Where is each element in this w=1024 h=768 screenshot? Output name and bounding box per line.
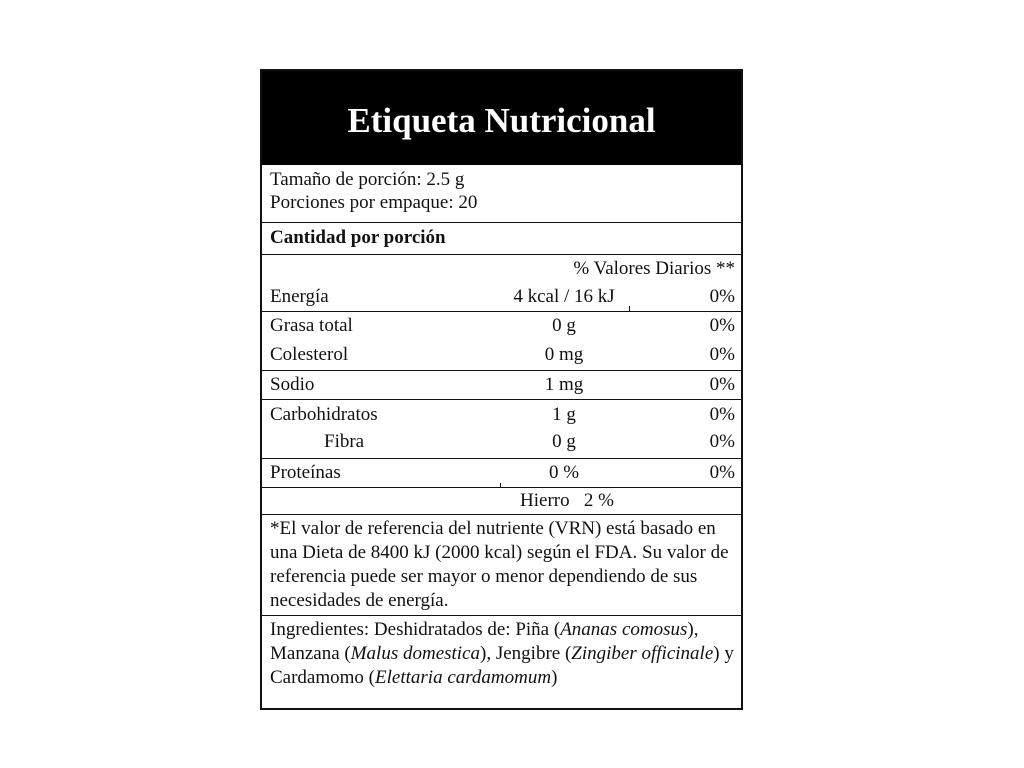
label-header bbox=[262, 71, 741, 165]
divider bbox=[262, 370, 741, 371]
footnote: *El valor de referencia del nutriente (VRN) está basado en una Dieta de 8400 kJ (2000 kcal) según el FDA. Su valor de referencia puede ser mayor o menor dependiendo de sus necesidades de energía. bbox=[270, 518, 729, 611]
nutrient-amount-fat: 0 g bbox=[552, 315, 576, 336]
serving-size: Tamaño de porción: 2.5 g bbox=[270, 169, 465, 190]
scientific-name: Ananas comosus bbox=[560, 619, 688, 640]
nutrient-name-cholesterol: Colesterol bbox=[270, 344, 349, 365]
divider bbox=[262, 514, 741, 515]
divider bbox=[262, 311, 741, 312]
scientific-name: Zingiber officinale bbox=[571, 643, 714, 664]
nutrient-amount-protein: 0 % bbox=[548, 462, 580, 483]
amount-per-serving-header: Cantidad por porción bbox=[270, 227, 446, 248]
iron-value: Hierro 2 % bbox=[520, 490, 614, 511]
tick-mark bbox=[629, 306, 630, 311]
nutrient-percent-protein: 0% bbox=[709, 462, 735, 483]
divider bbox=[262, 222, 741, 223]
nutrient-name-protein: Proteínas bbox=[270, 462, 341, 483]
nutrient-percent-fat: 0% bbox=[709, 315, 735, 336]
nutrient-percent-cholesterol: 0% bbox=[709, 344, 735, 365]
divider bbox=[262, 399, 741, 400]
label-title: Etiqueta Nutricional bbox=[347, 101, 656, 140]
divider bbox=[262, 458, 741, 459]
nutrient-name-fat: Grasa total bbox=[270, 315, 353, 336]
nutrient-name-sodium: Sodio bbox=[270, 374, 315, 395]
ingredients: Ingredientes: Deshidratados de: Piña (Ananas comosus), Manzana (Malus domestica), Jengibre (Zingiber officinale) y Cardamomo (Elettaria cardamomum) bbox=[270, 619, 734, 688]
nutrient-amount-cholesterol: 0 mg bbox=[544, 344, 584, 365]
tick-mark bbox=[500, 483, 501, 488]
daily-values-header: % Valores Diarios ** bbox=[573, 258, 735, 279]
divider bbox=[262, 487, 741, 488]
nutrient-percent-fiber: 0% bbox=[709, 431, 735, 452]
nutrient-amount-energy: 4 kcal / 16 kJ bbox=[513, 286, 615, 307]
nutrition-label bbox=[260, 69, 743, 710]
scientific-name: Malus domestica bbox=[350, 643, 481, 664]
servings-per-package: Porciones por empaque: 20 bbox=[270, 192, 478, 213]
nutrient-name-carbohydrates: Carbohidratos bbox=[270, 404, 378, 425]
divider bbox=[262, 254, 741, 255]
divider bbox=[262, 615, 741, 616]
nutrient-amount-carbohydrates: 1 g bbox=[552, 404, 576, 425]
nutrient-name-energy: Energía bbox=[270, 286, 329, 307]
nutrient-percent-sodium: 0% bbox=[709, 374, 735, 395]
scientific-name: Elettaria cardamomum bbox=[375, 667, 552, 688]
nutrient-amount-sodium: 1 mg bbox=[544, 374, 584, 395]
nutrient-amount-fiber: 0 g bbox=[552, 431, 576, 452]
nutrient-name-fiber: Fibra bbox=[324, 431, 365, 452]
nutrient-percent-carbohydrates: 0% bbox=[709, 404, 735, 425]
nutrient-percent-energy: 0% bbox=[709, 286, 735, 307]
